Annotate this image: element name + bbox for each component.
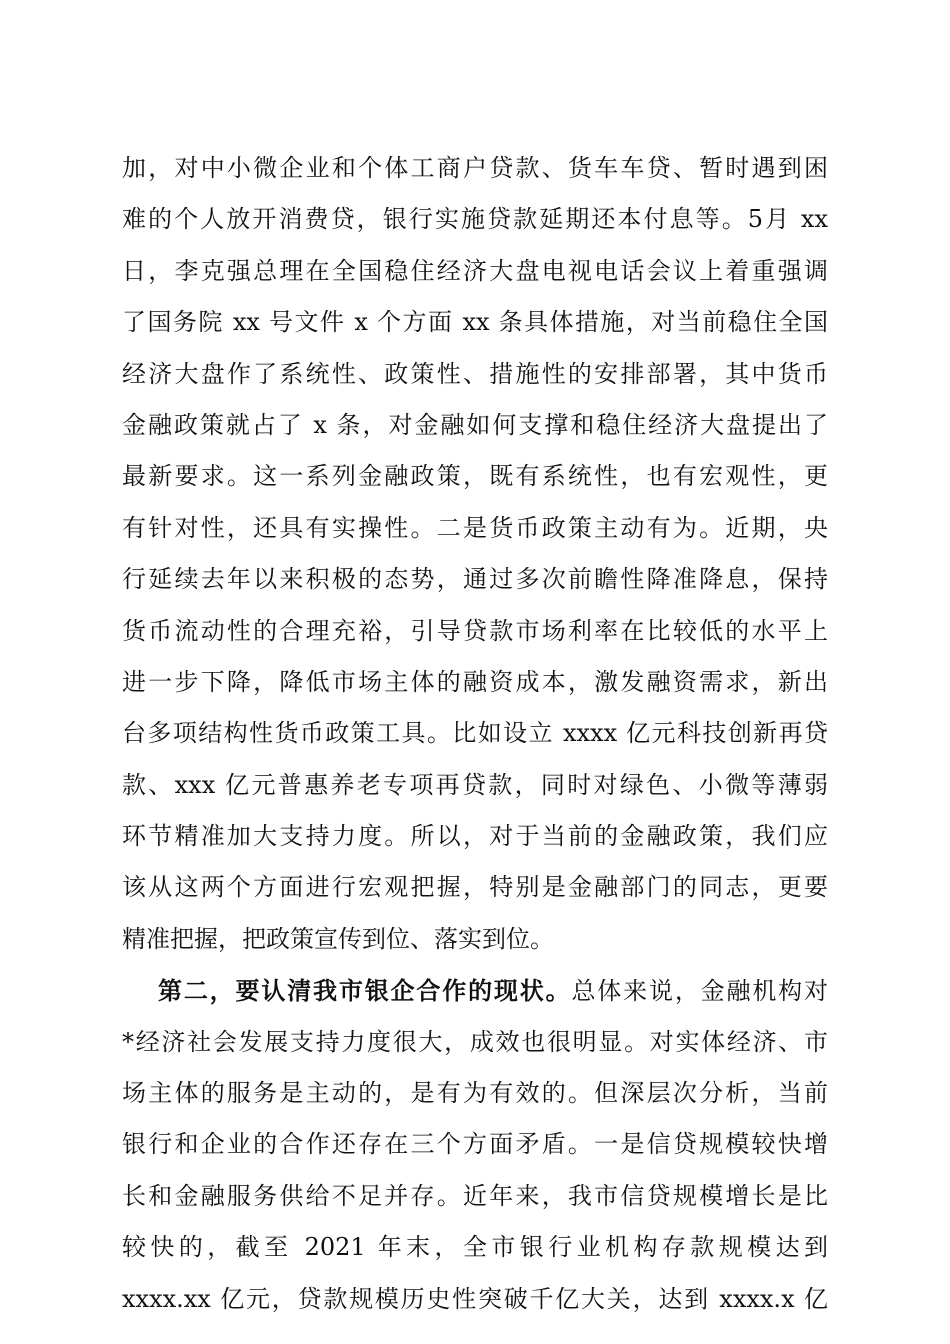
text-line: xxxx.xx 亿元，贷款规模历史性突破千亿大关，达到 xxxx.x 亿	[122, 1284, 828, 1313]
text-line: 有针对性，还具有实操性。二是货币政策主动有为。近期，央	[122, 513, 828, 542]
text-line: 精准把握，把政策宣传到位、落实到位。	[122, 924, 554, 953]
text-line: 台多项结构性货币政策工具。比如设立 xxxx 亿元科技创新再贷	[122, 719, 828, 748]
text-line: 较快的，截至 2021 年末，全市银行业机构存款规模达到	[122, 1233, 828, 1262]
text-line: 行延续去年以来积极的态势，通过多次前瞻性降准降息，保持	[122, 565, 828, 594]
text-line: 货币流动性的合理充裕，引导贷款市场利率在比较低的水平上	[122, 616, 828, 645]
paragraph-1	[122, 143, 828, 965]
text-line: 该从这两个方面进行宏观把握，特别是金融部门的同志，更要	[122, 873, 828, 902]
text-line: 加，对中小微企业和个体工商户贷款、货车车贷、暂时遇到困	[122, 154, 828, 182]
text-line: 最新要求。这一系列金融政策，既有系统性，也有宏观性，更	[122, 462, 828, 491]
text-line: 银行和企业的合作还存在三个方面矛盾。一是信贷规模较快增	[122, 1130, 828, 1159]
text-line: *经济社会发展支持力度很大，成效也很明显。对实体经济、市	[122, 1027, 828, 1056]
text-line: 经济大盘作了系统性、政策性、措施性的安排部署，其中货币	[122, 359, 828, 388]
text-line: 款、xxx 亿元普惠养老专项再贷款，同时对绿色、小微等薄弱	[122, 770, 828, 799]
text-line: 进一步下降，降低市场主体的融资成本，激发融资需求，新出	[122, 667, 828, 696]
text-line: 长和金融服务供给不足并存。近年来，我市信贷规模增长是比	[122, 1181, 828, 1210]
text-line: 场主体的服务是主动的，是有为有效的。但深层次分析，当前	[122, 1079, 828, 1108]
paragraph-2	[122, 965, 828, 1325]
document-body	[122, 143, 828, 1325]
text-line: 日，李克强总理在全国稳住经济大盘电视电话会议上着重强调	[122, 256, 828, 285]
text-line: 环节精准加大支持力度。所以，对于当前的金融政策，我们应	[122, 822, 828, 851]
text-line: 了国务院 xx 号文件 x 个方面 xx 条具体措施，对当前稳住全国	[122, 308, 828, 337]
section-heading: 第二，要认清我市银企合作的现状。	[158, 976, 572, 1006]
text-line-first	[122, 965, 828, 1016]
text-line: 难的个人放开消费贷，银行实施贷款延期还本付息等。5月 xx	[122, 205, 828, 234]
text-line: 金融政策就占了 x 条，对金融如何支撑和稳住经济大盘提出了	[122, 410, 828, 439]
heading-continuation: 总体来说，金融机构对	[571, 977, 829, 1006]
